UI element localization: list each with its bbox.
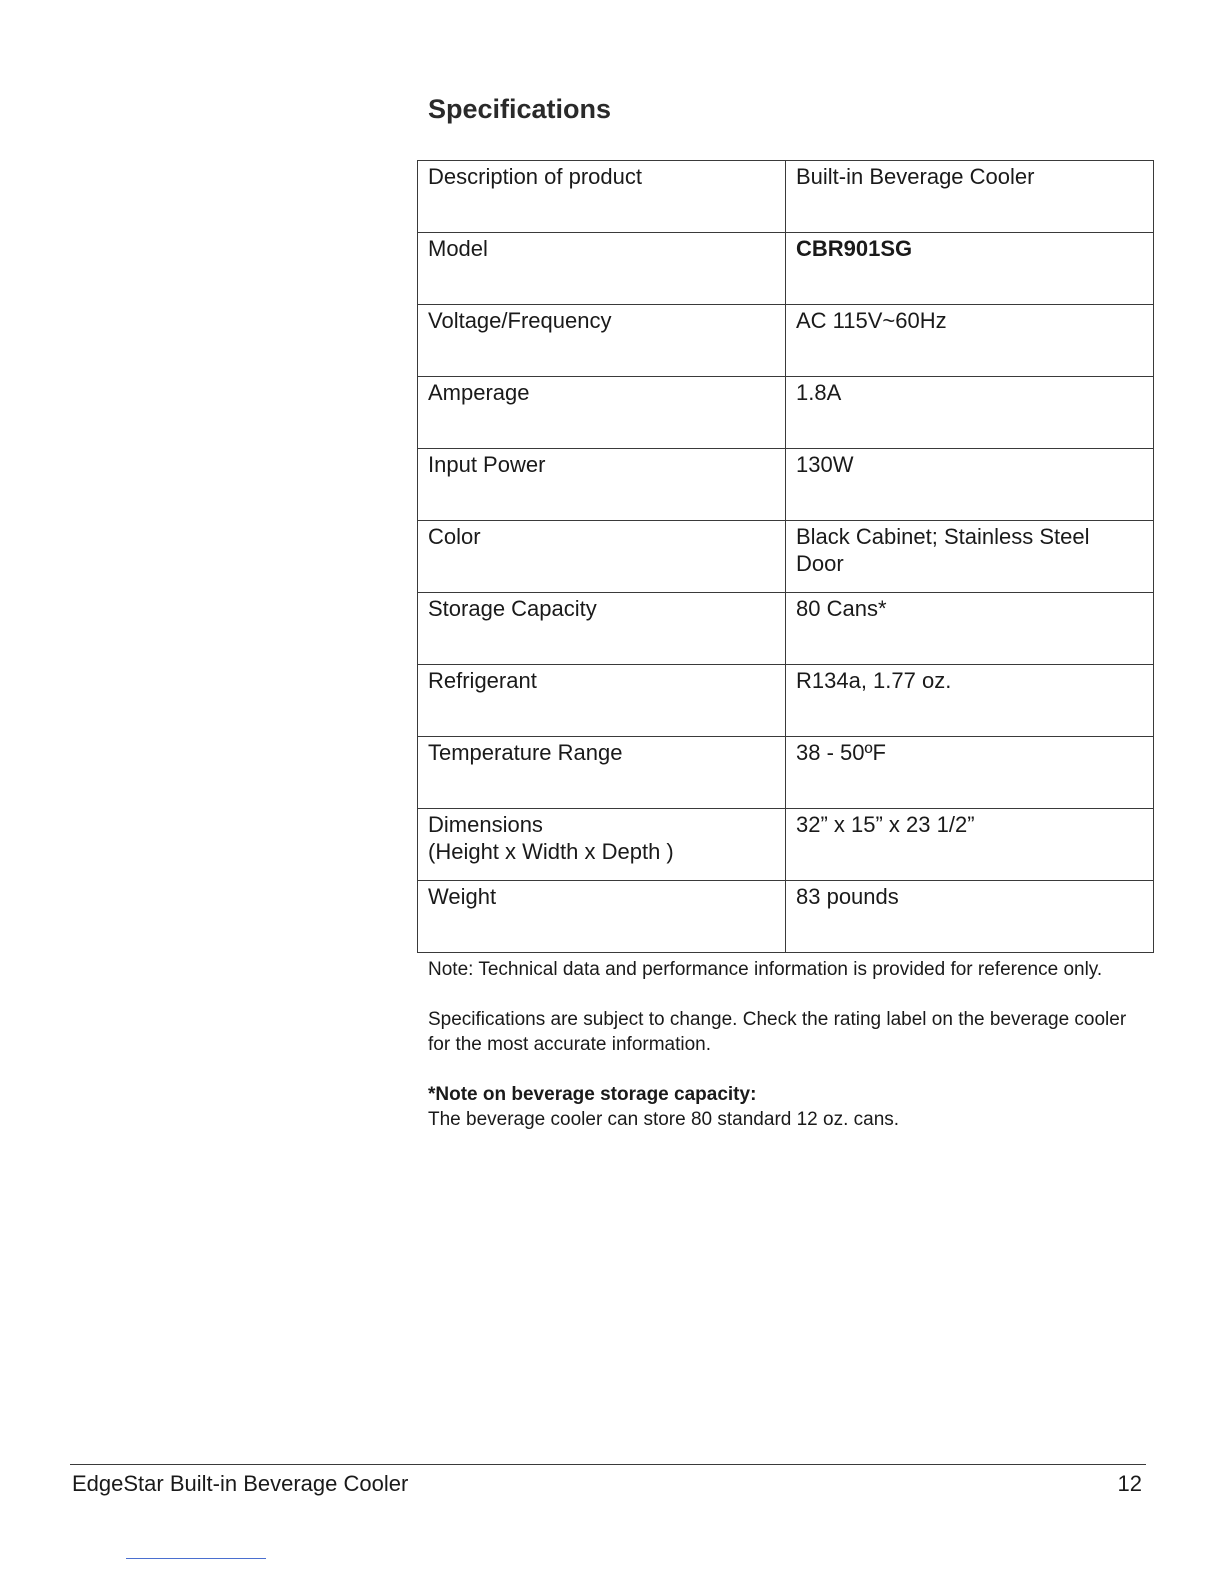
spec-value: 130W bbox=[786, 449, 1154, 521]
spec-label-cell bbox=[418, 737, 786, 809]
spec-row bbox=[418, 161, 1154, 233]
spec-label: Color bbox=[428, 524, 481, 549]
footer-link-underline bbox=[126, 1558, 266, 1559]
spec-row bbox=[418, 665, 1154, 737]
spec-value: R134a, 1.77 oz. bbox=[786, 665, 1154, 737]
spec-row bbox=[418, 305, 1154, 377]
spec-row bbox=[418, 881, 1154, 953]
spec-label-cell bbox=[418, 161, 786, 233]
spec-value: CBR901SG bbox=[786, 233, 1154, 305]
spec-row bbox=[418, 593, 1154, 665]
spec-label-cell bbox=[418, 881, 786, 953]
spec-label-cell bbox=[418, 233, 786, 305]
spec-label: Weight bbox=[428, 884, 497, 909]
spec-label-sub: (Height x Width x Depth ) bbox=[428, 839, 674, 864]
footer-divider bbox=[70, 1464, 1146, 1465]
capacity-note-heading: *Note on beverage storage capacity: bbox=[428, 1084, 757, 1105]
footer-title: EdgeStar Built-in Beverage Cooler bbox=[72, 1471, 409, 1496]
spec-label-cell bbox=[418, 521, 786, 593]
notes-section bbox=[428, 957, 1128, 1132]
spec-label-cell bbox=[418, 665, 786, 737]
spec-label-cell bbox=[418, 305, 786, 377]
spec-label: Refrigerant bbox=[428, 668, 537, 693]
spec-label-cell bbox=[418, 809, 786, 881]
spec-row bbox=[418, 737, 1154, 809]
spec-row bbox=[418, 233, 1154, 305]
page-title: Specifications bbox=[428, 94, 612, 124]
spec-label: Input Power bbox=[428, 452, 546, 477]
spec-value: 1.8A bbox=[786, 377, 1154, 449]
spec-value: Black Cabinet; Stainless Steel Door bbox=[786, 521, 1154, 593]
spec-label-cell bbox=[418, 377, 786, 449]
spec-value: 83 pounds bbox=[786, 881, 1154, 953]
spec-value: 80 Cans* bbox=[786, 593, 1154, 665]
spec-row bbox=[418, 809, 1154, 881]
specifications-table bbox=[417, 160, 1154, 953]
spec-label: Temperature Range bbox=[428, 740, 623, 765]
spec-label: Dimensions bbox=[428, 812, 543, 837]
technical-note: Note: Technical data and performance information is provided for reference only. bbox=[428, 959, 1103, 980]
spec-label: Model bbox=[428, 236, 488, 261]
spec-row bbox=[418, 377, 1154, 449]
spec-row bbox=[418, 521, 1154, 593]
spec-label: Description of product bbox=[428, 164, 642, 189]
capacity-note-text: The beverage cooler can store 80 standard 12 oz. cans. bbox=[428, 1109, 900, 1130]
spec-value: Built-in Beverage Cooler bbox=[786, 161, 1154, 233]
spec-value: 32” x 15” x 23 1/2” bbox=[786, 809, 1154, 881]
spec-label-cell bbox=[418, 593, 786, 665]
subject-to-change-note: Specifications are subject to change. Check the rating label on the beverage cooler for the most accurate information. bbox=[428, 1009, 1127, 1055]
spec-label: Storage Capacity bbox=[428, 596, 597, 621]
spec-value: 38 - 50ºF bbox=[786, 737, 1154, 809]
spec-label-cell bbox=[418, 449, 786, 521]
spec-value: AC 115V~60Hz bbox=[786, 305, 1154, 377]
spec-label: Amperage bbox=[428, 380, 530, 405]
specifications-table-body bbox=[418, 161, 1154, 953]
spec-row bbox=[418, 449, 1154, 521]
spec-label: Voltage/Frequency bbox=[428, 308, 612, 333]
footer-page-number: 12 bbox=[1117, 1471, 1142, 1496]
